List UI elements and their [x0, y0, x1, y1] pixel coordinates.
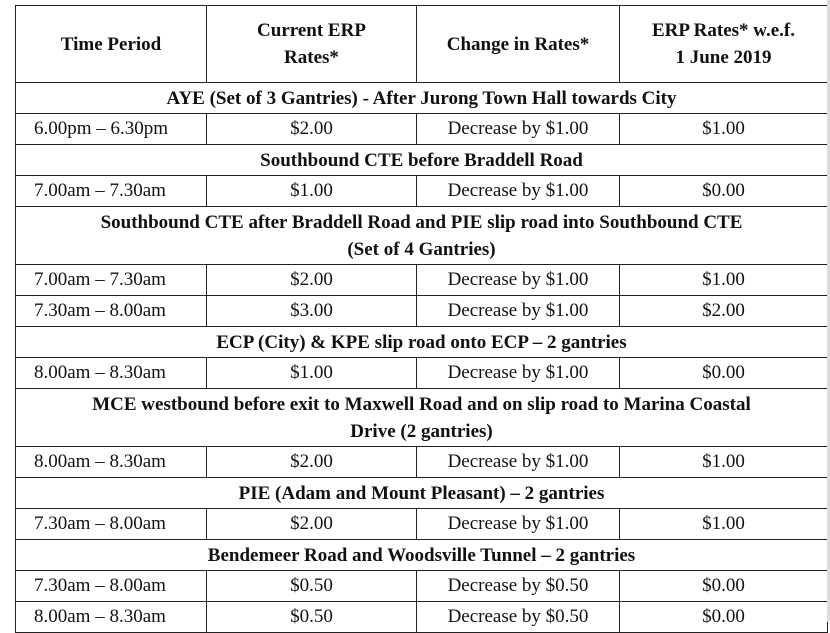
time-period-cell: 7.30am – 8.00am — [16, 571, 207, 602]
current-rate-cell: $0.50 — [207, 602, 417, 633]
table-row — [16, 602, 828, 633]
table-row — [16, 114, 828, 145]
header-row — [16, 6, 828, 83]
section-row — [16, 327, 828, 358]
change-in-rate-cell: Decrease by $0.50 — [417, 571, 620, 602]
section-title-line: PIE (Adam and Mount Pleasant) – 2 gantries — [238, 482, 605, 504]
time-period-cell: 8.00am – 8.30am — [16, 358, 207, 389]
current-rate-cell: $1.00 — [207, 176, 417, 207]
table-row — [16, 509, 828, 540]
new-rate-cell: $0.00 — [620, 571, 828, 602]
section-row — [16, 145, 828, 176]
time-period-cell: 8.00am – 8.30am — [16, 447, 207, 478]
section-row — [16, 540, 828, 571]
change-in-rate-cell: Decrease by $1.00 — [417, 265, 620, 296]
current-rate-cell: $3.00 — [207, 296, 417, 327]
section-title-line: AYE (Set of 3 Gantries) - After Jurong Town Hall towards City — [166, 87, 677, 109]
section-title — [16, 207, 828, 265]
new-rate-cell: $1.00 — [620, 509, 828, 540]
table-row — [16, 176, 828, 207]
table-body — [16, 83, 828, 633]
header-current-rates-line-2: Rates* — [284, 47, 339, 68]
change-in-rate-cell: Decrease by $0.50 — [417, 602, 620, 633]
time-period-cell: 7.30am – 8.00am — [16, 296, 207, 327]
header-change-in-rates-label: Change in Rates* — [446, 33, 590, 55]
header-current-rates — [207, 6, 417, 83]
section-title — [16, 389, 828, 447]
current-rate-cell: $2.00 — [207, 447, 417, 478]
time-period-cell: 6.00pm – 6.30pm — [16, 114, 207, 145]
header-current-rates-line-1: Current ERP — [257, 20, 366, 41]
header-new-rates-line-2: 1 June 2019 — [675, 47, 772, 68]
table-row — [16, 571, 828, 602]
section-title-line: MCE westbound before exit to Maxwell Road and on slip road to Marina Coastal — [92, 393, 751, 415]
table-row — [16, 296, 828, 327]
table-row — [16, 358, 828, 389]
section-title — [16, 145, 828, 176]
change-in-rate-cell: Decrease by $1.00 — [417, 114, 620, 145]
time-period-cell: 7.00am – 7.30am — [16, 265, 207, 296]
new-rate-cell: $0.00 — [620, 602, 828, 633]
change-in-rate-cell: Decrease by $1.00 — [417, 509, 620, 540]
change-in-rate-cell: Decrease by $1.00 — [417, 447, 620, 478]
section-title-line: ECP (City) & KPE slip road onto ECP – 2 gantries — [216, 331, 627, 353]
header-change-in-rates — [417, 6, 620, 83]
current-rate-cell: $1.00 — [207, 358, 417, 389]
current-rate-cell: $2.00 — [207, 114, 417, 145]
erp-rates-table — [15, 5, 828, 633]
time-period-cell: 7.30am – 8.00am — [16, 509, 207, 540]
header-time-period — [16, 6, 207, 83]
header-new-rates-line-1: ERP Rates* w.e.f. — [651, 20, 795, 41]
section-title — [16, 540, 828, 571]
time-period-cell: 7.00am – 7.30am — [16, 176, 207, 207]
section-title-line: Southbound CTE before Braddell Road — [260, 149, 583, 171]
section-title — [16, 83, 828, 114]
change-in-rate-cell: Decrease by $1.00 — [417, 358, 620, 389]
current-rate-cell: $0.50 — [207, 571, 417, 602]
section-title — [16, 478, 828, 509]
new-rate-cell: $1.00 — [620, 265, 828, 296]
section-row — [16, 83, 828, 114]
new-rate-cell: $1.00 — [620, 447, 828, 478]
section-row — [16, 478, 828, 509]
time-period-cell: 8.00am – 8.30am — [16, 602, 207, 633]
new-rate-cell: $1.00 — [620, 114, 828, 145]
new-rate-cell: $0.00 — [620, 176, 828, 207]
table-row — [16, 265, 828, 296]
new-rate-cell: $2.00 — [620, 296, 828, 327]
section-title-line: (Set of 4 Gantries) — [347, 238, 496, 260]
section-title-line: Drive (2 gantries) — [350, 420, 493, 442]
section-title-line: Southbound CTE after Braddell Road and PIE slip road into Southbound CTE — [100, 211, 743, 233]
new-rate-cell: $0.00 — [620, 358, 828, 389]
section-title-line: Bendemeer Road and Woodsville Tunnel – 2 gantries — [207, 544, 636, 566]
section-row — [16, 207, 828, 265]
header-new-rates — [620, 6, 828, 83]
header-time-period-label: Time Period — [60, 33, 162, 55]
change-in-rate-cell: Decrease by $1.00 — [417, 176, 620, 207]
change-in-rate-cell: Decrease by $1.00 — [417, 296, 620, 327]
current-rate-cell: $2.00 — [207, 265, 417, 296]
table-row — [16, 447, 828, 478]
current-rate-cell: $2.00 — [207, 509, 417, 540]
section-title — [16, 327, 828, 358]
section-row — [16, 389, 828, 447]
